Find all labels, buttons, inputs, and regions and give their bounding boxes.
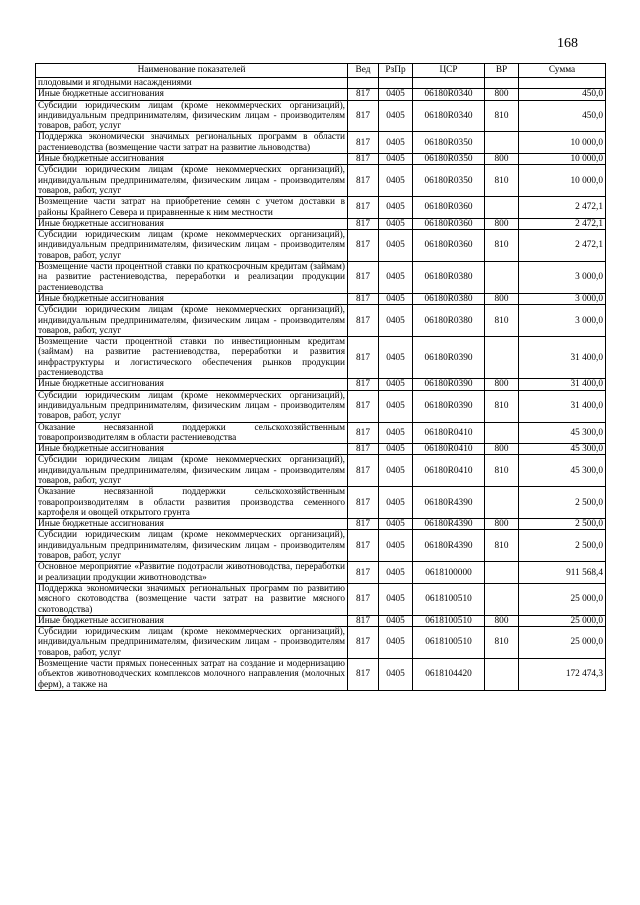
cell-sum: 25 000,0	[519, 583, 606, 615]
cell-ved: 817	[348, 627, 379, 659]
table-row	[36, 562, 606, 584]
cell-ved: 817	[348, 444, 379, 455]
cell-rzpr: 0405	[379, 379, 413, 390]
cell-csr: 06180R0360	[413, 197, 485, 219]
cell-ved: 817	[348, 100, 379, 132]
cell-csr: 0618100000	[413, 562, 485, 584]
cell-rzpr: 0405	[379, 89, 413, 100]
cell-sum: 25 000,0	[519, 615, 606, 626]
cell-sum: 45 300,0	[519, 444, 606, 455]
table-row	[36, 379, 606, 390]
cell-rzpr: 0405	[379, 230, 413, 262]
cell-name: плодовыми и ягодными насаждениями	[36, 78, 348, 89]
cell-name: Поддержка экономически значимых региональных программ по развитию мясного скотоводства (возмещение части затрат на развитие мясного скотоводства)	[36, 583, 348, 615]
cell-ved: 817	[348, 337, 379, 379]
table-row	[36, 132, 606, 154]
cell-sum: 2 500,0	[519, 519, 606, 530]
header-vr: ВР	[485, 64, 519, 78]
cell-sum: 45 300,0	[519, 455, 606, 487]
cell-rzpr: 0405	[379, 100, 413, 132]
cell-csr: 06180R4390	[413, 519, 485, 530]
cell-vr: 810	[485, 627, 519, 659]
cell-sum: 10 000,0	[519, 154, 606, 165]
table-row	[36, 487, 606, 519]
cell-csr: 06180R0360	[413, 218, 485, 229]
table-row	[36, 165, 606, 197]
cell-csr: 0618100510	[413, 627, 485, 659]
cell-rzpr: 0405	[379, 154, 413, 165]
cell-csr: 06180R0390	[413, 390, 485, 422]
cell-sum: 3 000,0	[519, 262, 606, 294]
cell-ved: 817	[348, 422, 379, 444]
cell-vr: 810	[485, 305, 519, 337]
cell-csr: 06180R0350	[413, 132, 485, 154]
cell-vr	[485, 659, 519, 691]
cell-sum: 2 472,1	[519, 218, 606, 229]
cell-vr: 810	[485, 165, 519, 197]
cell-vr	[485, 583, 519, 615]
cell-rzpr: 0405	[379, 562, 413, 584]
cell-rzpr: 0405	[379, 132, 413, 154]
cell-ved: 817	[348, 89, 379, 100]
cell-ved: 817	[348, 379, 379, 390]
cell-rzpr: 0405	[379, 444, 413, 455]
header-ved: Вед	[348, 64, 379, 78]
header-sum: Сумма	[519, 64, 606, 78]
cell-rzpr: 0405	[379, 390, 413, 422]
cell-sum: 25 000,0	[519, 627, 606, 659]
cell-name: Субсидии юридическим лицам (кроме некоммерческих организаций), индивидуальным предпринимателям, физическим лицам - производителям товаров, работ, услуг	[36, 165, 348, 197]
cell-name: Субсидии юридическим лицам (кроме некоммерческих организаций), индивидуальным предпринимателям, физическим лицам - производителям товаров, работ, услуг	[36, 230, 348, 262]
cell-csr: 06180R0340	[413, 89, 485, 100]
cell-sum: 2 500,0	[519, 487, 606, 519]
cell-ved: 817	[348, 132, 379, 154]
cell-name: Иные бюджетные ассигнования	[36, 519, 348, 530]
cell-rzpr: 0405	[379, 337, 413, 379]
cell-csr: 06180R0410	[413, 455, 485, 487]
cell-ved: 817	[348, 165, 379, 197]
cell-ved: 817	[348, 519, 379, 530]
cell-csr: 06180R0350	[413, 154, 485, 165]
cell-rzpr: 0405	[379, 262, 413, 294]
cell-rzpr: 0405	[379, 218, 413, 229]
table-row	[36, 78, 606, 89]
cell-name: Иные бюджетные ассигнования	[36, 293, 348, 304]
cell-ved: 817	[348, 197, 379, 219]
cell-vr: 800	[485, 89, 519, 100]
cell-name: Субсидии юридическим лицам (кроме некоммерческих организаций), индивидуальным предпринимателям, физическим лицам - производителям товаров, работ, услуг	[36, 530, 348, 562]
cell-sum: 31 400,0	[519, 390, 606, 422]
cell-ved: 817	[348, 293, 379, 304]
cell-vr: 810	[485, 390, 519, 422]
cell-csr: 06180R0340	[413, 100, 485, 132]
table-row	[36, 230, 606, 262]
cell-vr: 800	[485, 444, 519, 455]
cell-name: Возмещение части затрат на приобретение семян с учетом доставки в районы Крайнего Севера и приравненные к ним местности	[36, 197, 348, 219]
budget-table	[35, 63, 606, 691]
cell-csr: 0618100510	[413, 615, 485, 626]
cell-sum: 2 472,1	[519, 230, 606, 262]
cell-csr: 06180R0390	[413, 337, 485, 379]
table-row	[36, 615, 606, 626]
table-row	[36, 390, 606, 422]
cell-rzpr: 0405	[379, 519, 413, 530]
table-row	[36, 154, 606, 165]
cell-vr: 800	[485, 519, 519, 530]
cell-vr	[485, 562, 519, 584]
cell-sum: 450,0	[519, 89, 606, 100]
cell-ved: 817	[348, 262, 379, 294]
cell-ved: 817	[348, 562, 379, 584]
cell-sum: 45 300,0	[519, 422, 606, 444]
cell-rzpr: 0405	[379, 583, 413, 615]
cell-ved: 817	[348, 659, 379, 691]
cell-name: Иные бюджетные ассигнования	[36, 89, 348, 100]
cell-ved: 817	[348, 615, 379, 626]
cell-name: Иные бюджетные ассигнования	[36, 444, 348, 455]
cell-name: Основное мероприятие «Развитие подотрасли животноводства, переработки и реализации продукции животноводства»	[36, 562, 348, 584]
cell-vr	[485, 78, 519, 89]
cell-vr: 810	[485, 530, 519, 562]
cell-rzpr: 0405	[379, 197, 413, 219]
cell-vr	[485, 262, 519, 294]
cell-rzpr: 0405	[379, 659, 413, 691]
table-row	[36, 197, 606, 219]
cell-sum: 911 568,4	[519, 562, 606, 584]
cell-rzpr: 0405	[379, 615, 413, 626]
cell-vr: 800	[485, 379, 519, 390]
cell-csr: 06180R4390	[413, 487, 485, 519]
cell-csr: 06180R0380	[413, 262, 485, 294]
cell-csr: 06180R0380	[413, 305, 485, 337]
cell-name: Субсидии юридическим лицам (кроме некоммерческих организаций), индивидуальным предпринимателям, физическим лицам - производителям товаров, работ, услуг	[36, 305, 348, 337]
cell-csr: 06180R0410	[413, 422, 485, 444]
cell-ved: 817	[348, 530, 379, 562]
cell-sum: 10 000,0	[519, 132, 606, 154]
cell-rzpr	[379, 78, 413, 89]
cell-vr: 810	[485, 230, 519, 262]
cell-vr	[485, 337, 519, 379]
table-row	[36, 422, 606, 444]
cell-vr: 800	[485, 293, 519, 304]
cell-name: Иные бюджетные ассигнования	[36, 379, 348, 390]
cell-vr: 800	[485, 154, 519, 165]
cell-vr: 800	[485, 218, 519, 229]
cell-sum: 172 474,3	[519, 659, 606, 691]
page-number: 168	[557, 36, 578, 51]
table-row	[36, 218, 606, 229]
cell-csr: 0618104420	[413, 659, 485, 691]
table-row	[36, 627, 606, 659]
cell-ved: 817	[348, 583, 379, 615]
header-rzpr: РзПр	[379, 64, 413, 78]
table-row	[36, 100, 606, 132]
table-row	[36, 444, 606, 455]
cell-name: Иные бюджетные ассигнования	[36, 615, 348, 626]
table-row	[36, 89, 606, 100]
table-row	[36, 519, 606, 530]
cell-ved: 817	[348, 455, 379, 487]
cell-sum: 450,0	[519, 100, 606, 132]
cell-rzpr: 0405	[379, 530, 413, 562]
cell-sum: 3 000,0	[519, 305, 606, 337]
cell-ved: 817	[348, 305, 379, 337]
table-row	[36, 262, 606, 294]
cell-csr: 06180R0380	[413, 293, 485, 304]
cell-csr: 06180R0360	[413, 230, 485, 262]
cell-ved	[348, 78, 379, 89]
cell-name: Возмещение части процентной ставки по инвестиционным кредитам (займам) на развитие растениеводства, переработки и развития инфраструктуры и логистического обеспечения рынков продукции растениеводства	[36, 337, 348, 379]
table-row	[36, 337, 606, 379]
cell-name: Субсидии юридическим лицам (кроме некоммерческих организаций), индивидуальным предпринимателям, физическим лицам - производителям товаров, работ, услуг	[36, 455, 348, 487]
cell-name: Оказание несвязанной поддержки сельскохозяйственным товаропроизводителям в области развития производства семенного картофеля и овощей открытого грунта	[36, 487, 348, 519]
cell-csr: 0618100510	[413, 583, 485, 615]
cell-vr: 810	[485, 455, 519, 487]
cell-sum: 10 000,0	[519, 165, 606, 197]
cell-ved: 817	[348, 218, 379, 229]
cell-csr: 06180R0410	[413, 444, 485, 455]
cell-name: Иные бюджетные ассигнования	[36, 218, 348, 229]
cell-ved: 817	[348, 230, 379, 262]
cell-csr: 06180R0350	[413, 165, 485, 197]
cell-vr: 810	[485, 100, 519, 132]
cell-rzpr: 0405	[379, 487, 413, 519]
cell-vr	[485, 132, 519, 154]
cell-name: Иные бюджетные ассигнования	[36, 154, 348, 165]
cell-vr: 800	[485, 615, 519, 626]
cell-sum: 31 400,0	[519, 379, 606, 390]
cell-csr: 06180R4390	[413, 530, 485, 562]
table-header-row	[36, 64, 606, 78]
header-csr: ЦСР	[413, 64, 485, 78]
cell-name: Субсидии юридическим лицам (кроме некоммерческих организаций), индивидуальным предпринимателям, физическим лицам - производителям товаров, работ, услуг	[36, 100, 348, 132]
cell-rzpr: 0405	[379, 305, 413, 337]
cell-sum: 31 400,0	[519, 337, 606, 379]
table-row	[36, 659, 606, 691]
cell-name: Возмещение части прямых понесенных затрат на создание и модернизацию объектов животноводческих комплексов молочного направления (молочных ферм), а также на	[36, 659, 348, 691]
cell-ved: 817	[348, 390, 379, 422]
cell-name: Субсидии юридическим лицам (кроме некоммерческих организаций), индивидуальным предпринимателям, физическим лицам - производителям товаров, работ, услуг	[36, 390, 348, 422]
cell-csr: 06180R0390	[413, 379, 485, 390]
cell-rzpr: 0405	[379, 422, 413, 444]
header-name: Наименование показателей	[36, 64, 348, 78]
cell-rzpr: 0405	[379, 455, 413, 487]
cell-sum: 2 500,0	[519, 530, 606, 562]
cell-name: Оказание несвязанной поддержки сельскохозяйственным товаропроизводителям в области растениеводства	[36, 422, 348, 444]
cell-csr	[413, 78, 485, 89]
cell-rzpr: 0405	[379, 165, 413, 197]
cell-rzpr: 0405	[379, 627, 413, 659]
table-row	[36, 583, 606, 615]
table-row	[36, 530, 606, 562]
cell-ved: 817	[348, 154, 379, 165]
table-row	[36, 305, 606, 337]
table-row	[36, 293, 606, 304]
table-body	[36, 78, 606, 691]
cell-vr	[485, 422, 519, 444]
table-row	[36, 455, 606, 487]
cell-name: Поддержка экономически значимых региональных программ в области растениеводства (возмещение части затрат на развитие льноводства)	[36, 132, 348, 154]
cell-name: Возмещение части процентной ставки по краткосрочным кредитам (займам) на развитие растениеводства, переработки и реализации продукции растениеводства	[36, 262, 348, 294]
cell-sum: 3 000,0	[519, 293, 606, 304]
cell-sum: 2 472,1	[519, 197, 606, 219]
cell-rzpr: 0405	[379, 293, 413, 304]
cell-ved: 817	[348, 487, 379, 519]
cell-vr	[485, 197, 519, 219]
cell-name: Субсидии юридическим лицам (кроме некоммерческих организаций), индивидуальным предпринимателям, физическим лицам - производителям товаров, работ, услуг	[36, 627, 348, 659]
cell-vr	[485, 487, 519, 519]
cell-sum	[519, 78, 606, 89]
